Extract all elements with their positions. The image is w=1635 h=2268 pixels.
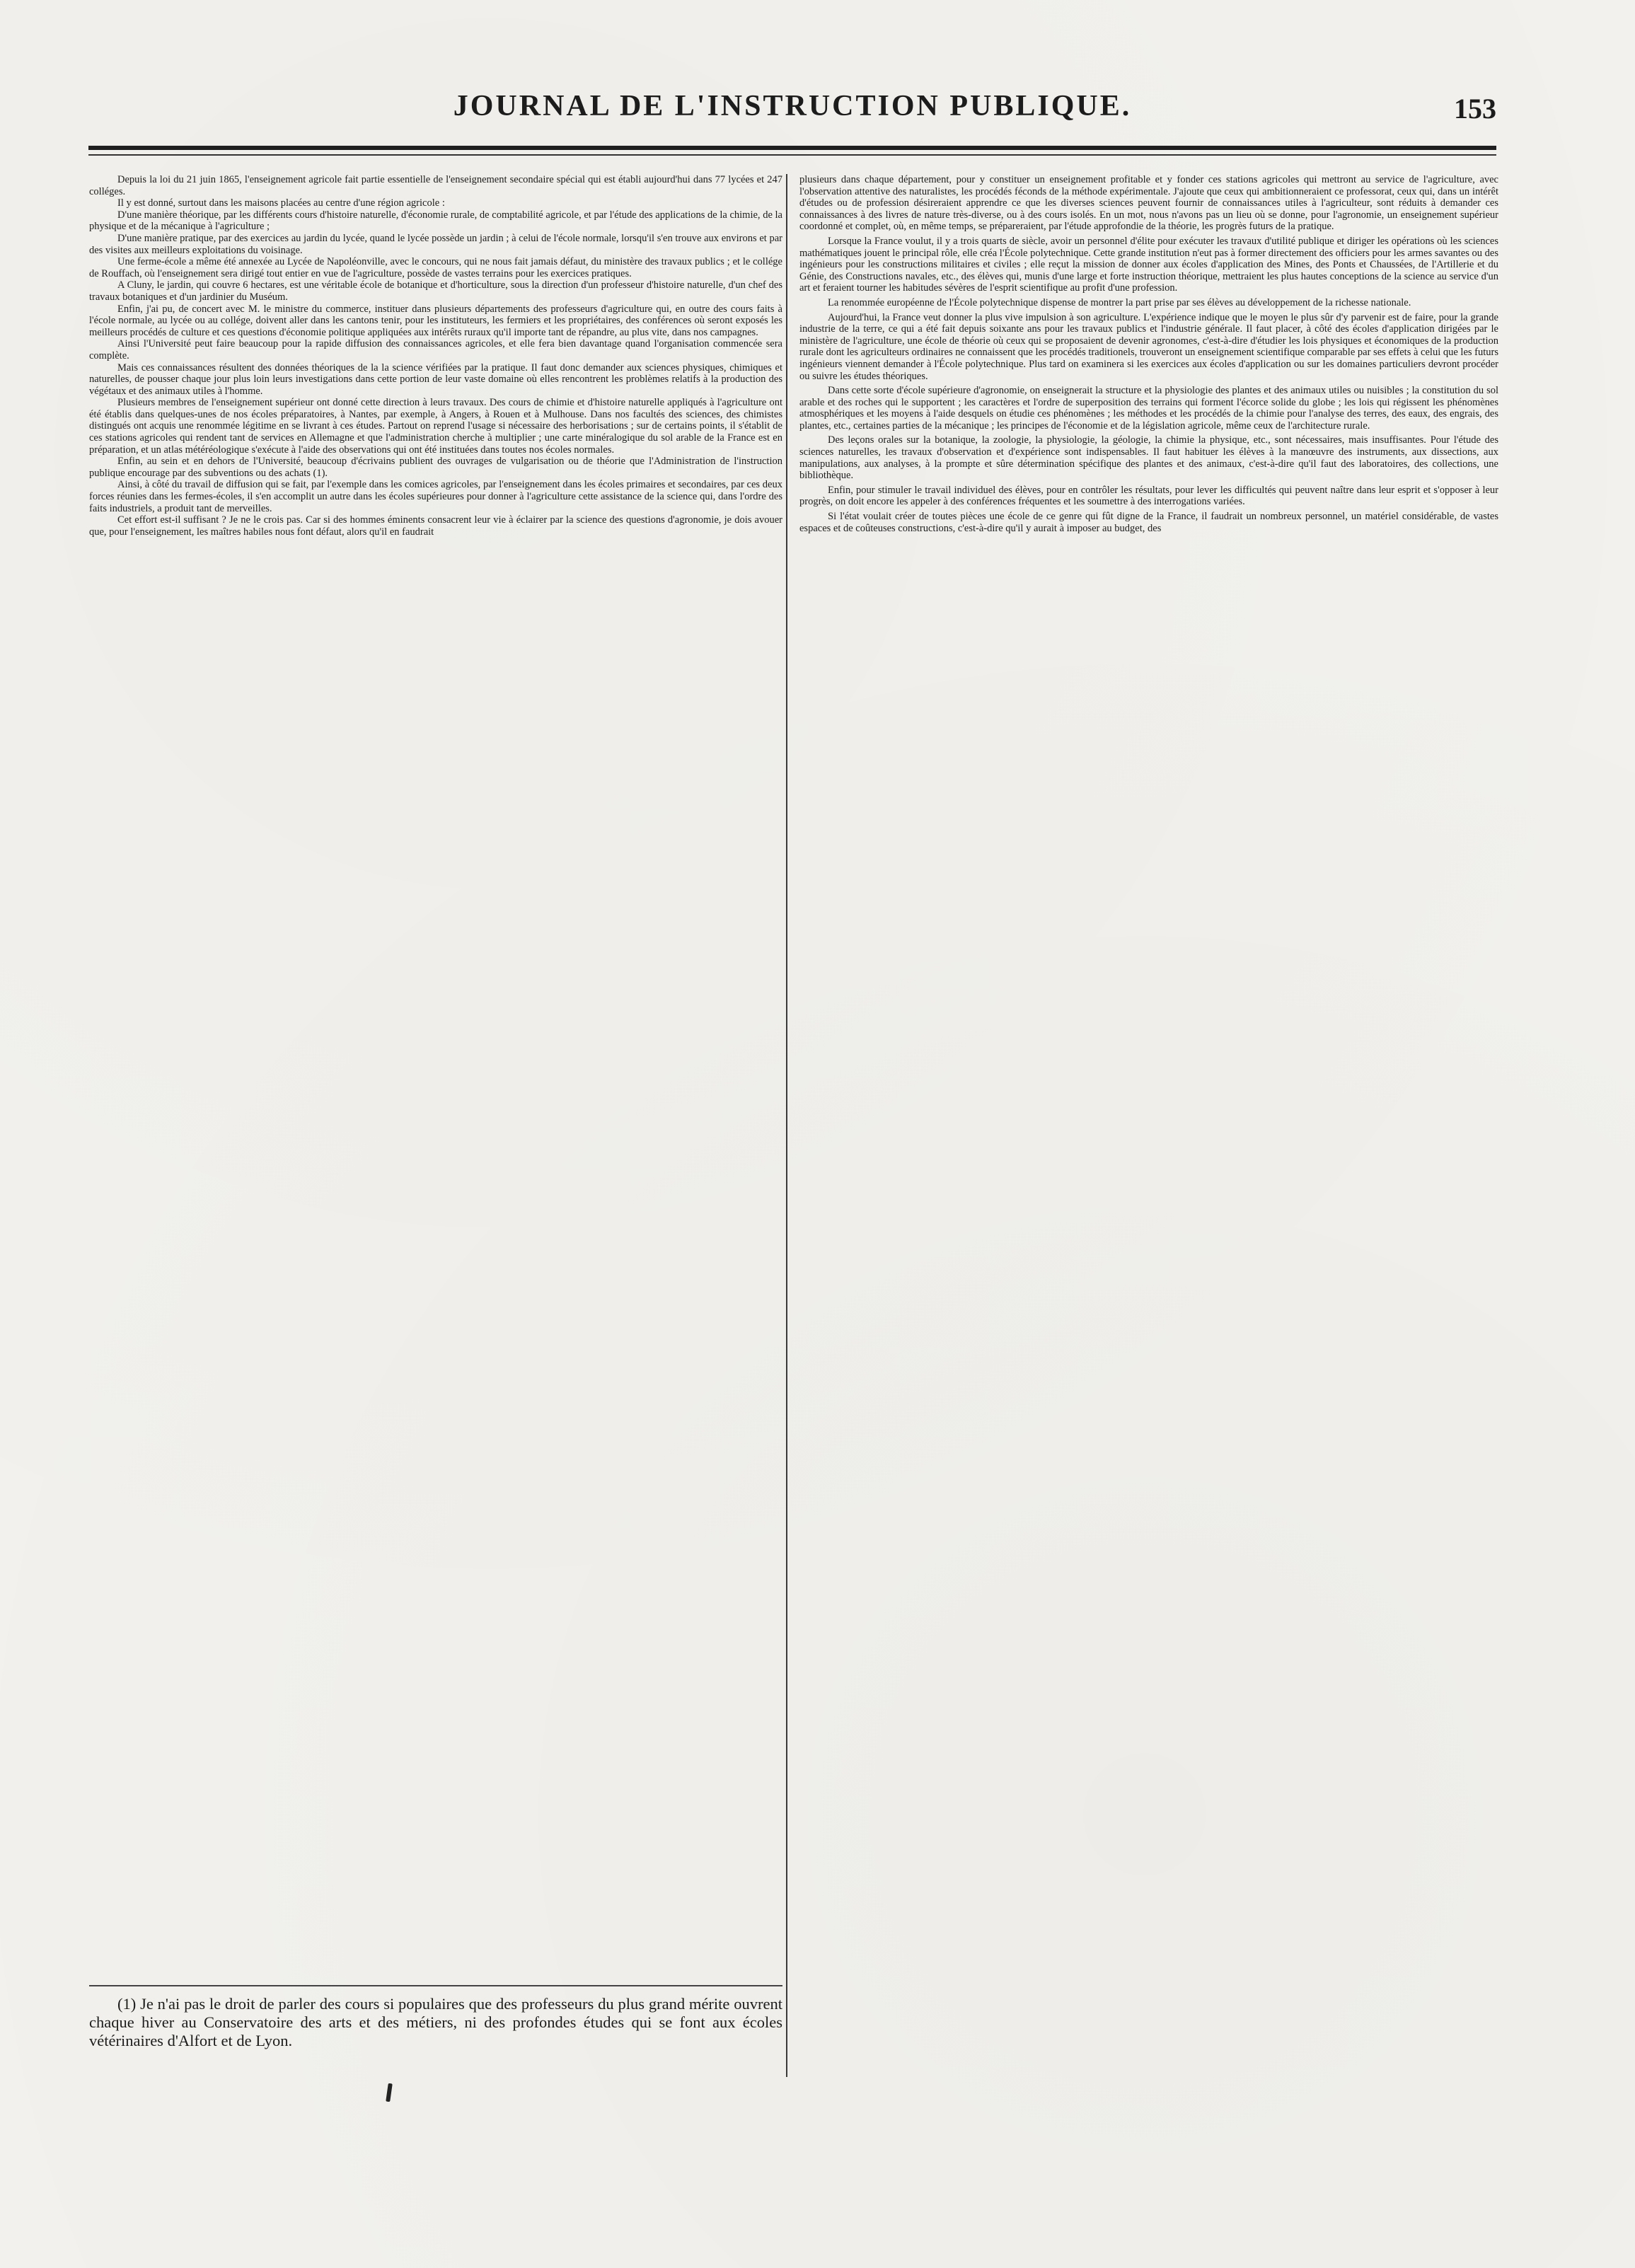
- paragraph: D'une manière pratique, par des exercices au jardin du lycée, quand le lycée possède un jardin ; à celui de l'école normale, lorsqu'il s'en trouve aux environs et par des visites aux meilleurs exploitations du voisinage.: [89, 232, 782, 256]
- paragraph: Il y est donné, surtout dans les maisons placées au centre d'une région agricole :: [117, 197, 445, 209]
- paragraph: Dans cette sorte d'école supérieure d'agronomie, on enseignerait la structure et la physiologie des plantes et des animaux utiles ou nuisibles ; la constitution du sol arable et des roches qui le supportent ; les caractères et l'ordre de superposition des terrains qui forment l'écorce solide du globe ; les lois qui régissent les phénomènes atmosphériques et les moyens à l'aide desquels on étudie ces phénomènes ; les méthodes et les procédés de la chimie pour l'analyse des terres, des eaux, des engrais, des plantes, etc., certaines parties de la mécanique ; les principes de l'économie et de la législation agricole, même ceux de l'architecture rurale.: [799, 385, 1498, 432]
- paragraph: A Cluny, le jardin, qui couvre 6 hectares, est une véritable école de botanique et d'horticulture, sous la direction d'un professeur d'histoire naturelle, d'un chef des travaux botaniques et d'un jardinier du Muséum.: [89, 279, 782, 303]
- paragraph: Plusieurs membres de l'enseignement supérieur ont donné cette direction à leurs travaux. Des cours de chimie et d'histoire naturelle appliqués à l'agriculture ont été établis dans quelques-unes de nos écoles préparatoires, à Nantes, par exemple, à Angers, à Rouen et à Mulhouse. Dans nos facultés des sciences, des chimistes distingués ont acquis une renommée légitime en se livrant à ces études. Partout on reprend l'usage si nécessaire des herborisations ; sur de certains points, il s'établit de ces stations agricoles qui rendent tant de services en Allemagne et que l'administration cherche à multiplier ; une carte minéralogique du sol arable de la France est en préparation, et un atlas météréologique s'exécute à l'aide des observations qui ont été instituées dans toutes nos écoles normales.: [89, 397, 782, 456]
- paragraph: Lorsque la France voulut, il y a trois quarts de siècle, avoir un personnel d'élite pour exécuter les travaux d'utilité publique et diriger les opérations où les sciences mathématiques jouent le principal rôle, elle créa l'École polytechnique. Cette grande institution n'eut pas à former directement des officiers pour les armes savantes ou des ingénieurs pour les constructions militaires et civiles ; elle reçut la mission de donner aux écoles d'application des Mines, des Ponts et Chaussées, de l'Artillerie et du Génie, des Constructions navales, etc., des élèves qui, munis d'une large et forte instruction théorique, mettraient les plus hautes conceptions de la science au service d'un art et feraient tourner les habitudes sévères de l'esprit scientifique au profit d'une profession.: [799, 235, 1498, 294]
- page-number: 153: [1454, 93, 1496, 125]
- paragraph: Enfin, j'ai pu, de concert avec M. le ministre du commerce, instituer dans plusieurs départements des professeurs d'agriculture qui, en outre des cours faits à l'école normale, au lycée ou au collége, doivent aller dans les cantons tenir, pour les instituteurs, les fermiers et les propriétaires, des conférences où seront exposés les meilleurs procédés de culture et ces questions d'économie politique appliquées aux intérêts ruraux qu'il importe tant de répandre, au plus vite, dans nos campagnes.: [89, 303, 782, 338]
- paragraph: D'une manière théorique, par les différents cours d'histoire naturelle, d'économie rurale, de comptabilité agricole, et par l'étude des applications de la chimie, de la physique et de la mécanique à l'agriculture ;: [89, 209, 782, 233]
- footnote: (1) Je n'ai pas le droit de parler des cours si populaires que des professeurs du plus grand mérite ouvrent chaque hiver au Conservatoire des arts et des métiers, ni des profondes études qui se font aux écoles vétérinaires d'Alfort et de Lyon.: [89, 1995, 782, 2049]
- page-header: [88, 89, 1496, 132]
- footnote-rule: [89, 1985, 782, 1986]
- paragraph: Aujourd'hui, la France veut donner la plus vive impulsion à son agriculture. L'expérience indique que le moyen le plus sûr d'y parvenir est de faire, pour la grande industrie de la terre, ce qui a été fait depuis soixante ans pour les travaux publics et l'industrie générale. Il faut placer, à côté des écoles d'application dirigées par le ministère de l'agriculture, une école de théorie où ceux qui se proposaient de devenir agronomes, c'est-à-dire d'étudier les lois physiques et économiques de la production rurale dont les agriculteurs ordinaires ne connaissent que les procédés traditionels, trouveront un enseignement scientifique comparable par ses effets à celui que les futurs ingénieurs viennent demander à l'École polytechnique. Plus tard on examinera si les exercices aux écoles d'application ou sur les domaines particuliers devront procéder ou suivre les études théoriques.: [799, 311, 1498, 382]
- paragraph: La renommée européenne de l'École polytechnique dispense de montrer la part prise par ses élèves au développement de la richesse nationale.: [828, 296, 1411, 308]
- paragraph: Enfin, au sein et en dehors de l'Université, beaucoup d'écrivains publient des ouvrages de vulgarisation ou de théorie que l'Administration de l'instruction publique encourage par des subventions ou des achats (1).: [89, 456, 782, 479]
- paragraph: Cet effort est-il suffisant ? Je ne le crois pas. Car si des hommes éminents consacrent leur vie à éclairer par la science des questions d'agronomie, je dois avouer que, pour l'enseignement, les maîtres habiles nous font défaut, alors qu'il en faudrait: [89, 514, 782, 538]
- right-column: [799, 174, 1498, 2141]
- paragraph: Si l'état voulait créer de toutes pièces une école de ce genre qui fût digne de la France, il faudrait un nombreux personnel, un matériel considérable, de vastes espaces et de coûteuses constructions, c'est-à-dire qu'il y aurait à imposer au budget, des: [799, 511, 1498, 534]
- paragraph: Ainsi, à côté du travail de diffusion qui se fait, par l'exemple dans les comices agricoles, par l'enseignement dans les écoles primaires et secondaires, par ces deux forces réunies dans les fermes-écoles, il s'en accomplit un autre dans les écoles supérieures pour donner à l'agriculture cette assistance de la science qui, dans l'ordre des faits industriels, a produit tant de merveilles.: [89, 479, 782, 514]
- paragraph: Enfin, pour stimuler le travail individuel des élèves, pour en contrôler les résultats, pour lever les difficultés qui peuvent naître dans leur esprit et s'opposer à leur progrès, on doit encore les appeler à des conférences fréquentes et les soumettre à des interrogations variées.: [799, 484, 1498, 508]
- paragraph: Une ferme-école a même été annexée au Lycée de Napoléonville, avec le concours, qui ne nous fait jamais défaut, du ministère des travaux publics ; et le collége de Rouffach, où l'enseignement sera dirigé tout entier en vue de l'agriculture, possède de vastes terrains pour les exercices pratiques.: [89, 256, 782, 279]
- left-column: [89, 174, 782, 2127]
- paragraph: Des leçons orales sur la botanique, la zoologie, la physiologie, la géologie, la chimie la physique, etc., sont nécessaires, mais insuffisantes. Pour l'étude des sciences naturelles, les travaux d'observation et d'expérience sont indispensables. Il faut habituer les élèves à la manœuvre des instruments, aux dissections, aux manipulations, aux analyses, à la prompte et sûre détermination spécifique des plantes et des animaux, c'est-à-dire qu'il faut des laboratoires, des collections, une bibliothèque.: [799, 434, 1498, 482]
- column-divider: [786, 174, 787, 2077]
- running-title: JOURNAL DE L'INSTRUCTION PUBLIQUE.: [453, 90, 1132, 122]
- header-rule-thin: [88, 154, 1496, 156]
- header-rule-thick: [88, 146, 1496, 150]
- paragraph: Depuis la loi du 21 juin 1865, l'enseignement agricole fait partie essentielle de l'enseignement secondaire spécial qui est établi aujourd'hui dans 77 lycées et 247 colléges.: [89, 174, 782, 197]
- paragraph: Mais ces connaissances résultent des données théoriques de la la science vérifiées par la pratique. Il faut donc demander aux sciences physiques, chimiques et naturelles, de pousser chaque jour plus loin leurs investigations dans cette portion de leur vaste domaine où elles rencontrent les problèmes relatifs à la production des végétaux et des animaux utiles à l'homme.: [89, 361, 782, 397]
- paragraph: Ainsi l'Université peut faire beaucoup pour la rapide diffusion des connaissances agricoles, et elle fera bien davantage quand l'organisation commencée sera complète.: [89, 338, 782, 361]
- paragraph: plusieurs dans chaque département, pour y constituer un enseignement profitable et y fonder ces stations agricoles qui mettront au service de l'agriculture, avec l'observation attentive des naturalistes, les procédés féconds de la méthode expérimentale. J'ajoute que ceux qui ambitionneraient ce professorat, ceux qui, dans un intérêt d'études ou de profession désireraient apprendre ce que les diverses sciences peuvent fournir de connaissances utiles à l'agriculteur, sont réduits à demander ces connaissances à des livres de nature très-diverse, ou à des cours isolés. En un mot, nous n'avons pas un lieu où se donne, pour l'agronomie, un enseignement supérieur coordonné et complet, où, en même temps, se prépareraient, par l'étude approfondie de la théorie, les progrès futurs de la pratique.: [799, 174, 1498, 233]
